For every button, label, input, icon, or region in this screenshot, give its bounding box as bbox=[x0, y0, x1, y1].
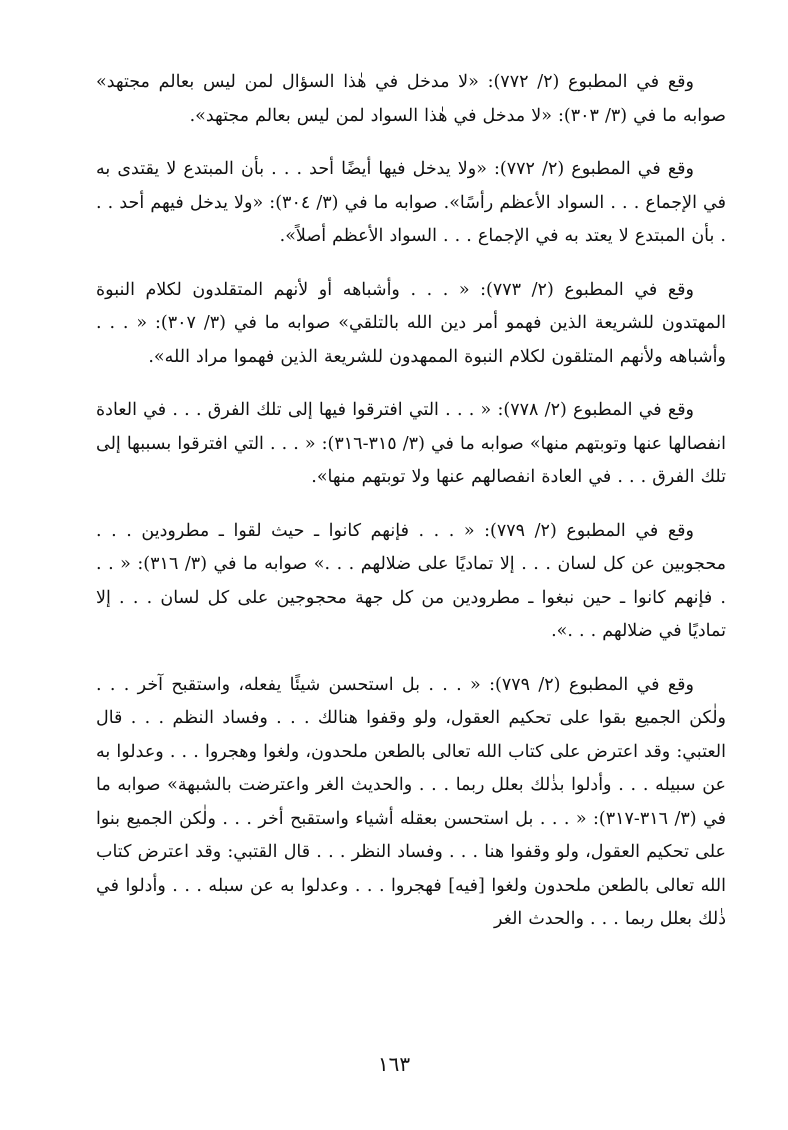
paragraph-4: وقع في المطبوع (٢/ ٧٧٨): « . . . التي افترقوا فيها إلى تلك الفرق . . . في العادة انفصالها عنها وتوبتهم منها» صوابه ما في (٣/ ٣١٥-٣١٦): « . . . التي افترقوا بسببها إلى تلك الفرق . . . في العادة انفصالهم عنها ولا توبتهم منها». bbox=[96, 400, 726, 487]
page-body bbox=[96, 66, 726, 937]
paragraph-5: وقع في المطبوع (٢/ ٧٧٩): « . . . فإنهم كانوا ـ حيث لقوا ـ مطرودين . . . محجوبين عن كل لسان . . . إلا تماديًا على ضلالهم . . .» صوابه ما في (٣/ ٣١٦): « . . . فإنهم كانوا ـ حين نبغوا ـ مطرودين من كل جهة محجوجين على كل لسان . . . إلا تماديًا في ضلالهم . . .». bbox=[96, 520, 726, 641]
paragraph-6: وقع في المطبوع (٢/ ٧٧٩): « . . . بل استحسن شيئًا يفعله، واستقبح آخر . . . ولٰكن الجميع بقوا على تحكيم العقول، ولو وقفوا هنالك . . . وفساد النظم . . . قال العتبي: وقد اعترض على كتاب الله تعالى بالطعن ملحدون، ولغوا وهجروا . . . وعدلوا به عن سبيله . . . وأدلوا بذٰلك بعلل ربما . . . والحديث الغر واعترضت بالشبهة» صوابه ما في (٣/ ٣١٦-٣١٧): « . . . بل استحسن بعقله أشياء واستقبح أخر . . . ولٰكن الجميع بنوا على تحكيم العقول، ولو وقفوا هنا . . . وفساد النظر . . . قال القتبي: وقد اعترض كتاب الله تعالى بالطعن ملحدون ولغوا [فيه] فهجروا . . . وعدلوا به عن سبله . . . وأدلوا في ذٰلك بعلل ربما . . . والحدث الغر bbox=[96, 674, 726, 929]
paragraph-3: وقع في المطبوع (٢/ ٧٧٣): « . . . وأشباهه أو لأنهم المتقلدون لكلام النبوة المهتدون للشريعة الذين فهمو أمر دين الله بالتلقي» صوابه ما في (٣/ ٣٠٧): « . . . وأشباهه ولأنهم المتلقون لكلام النبوة الممهدون للشريعة الذين فهموا مراد الله». bbox=[96, 279, 726, 367]
paragraph-2: وقع في المطبوع (٢/ ٧٧٢): «ولا يدخل فيها أيضًا أحد . . . بأن المبتدع لا يقتدى به في الإجماع . . . السواد الأعظم رأسًا». صوابه ما في (٣/ ٣٠٤): «ولا يدخل فيهم أحد . . . بأن المبتدع لا يعتد به في الإجماع . . . السواد الأعظم أصلاً». bbox=[96, 159, 727, 246]
paragraph-1: وقع في المطبوع (٢/ ٧٧٢): «لا مدخل في هٰذا السؤال لمن ليس بعالم مجتهد» صوابه ما في (٣/ ٣٠٣): «لا مدخل في هٰذا السواد لمن ليس بعالم مجتهد». bbox=[96, 72, 726, 126]
page-number: ١٦٣ bbox=[377, 1052, 411, 1076]
